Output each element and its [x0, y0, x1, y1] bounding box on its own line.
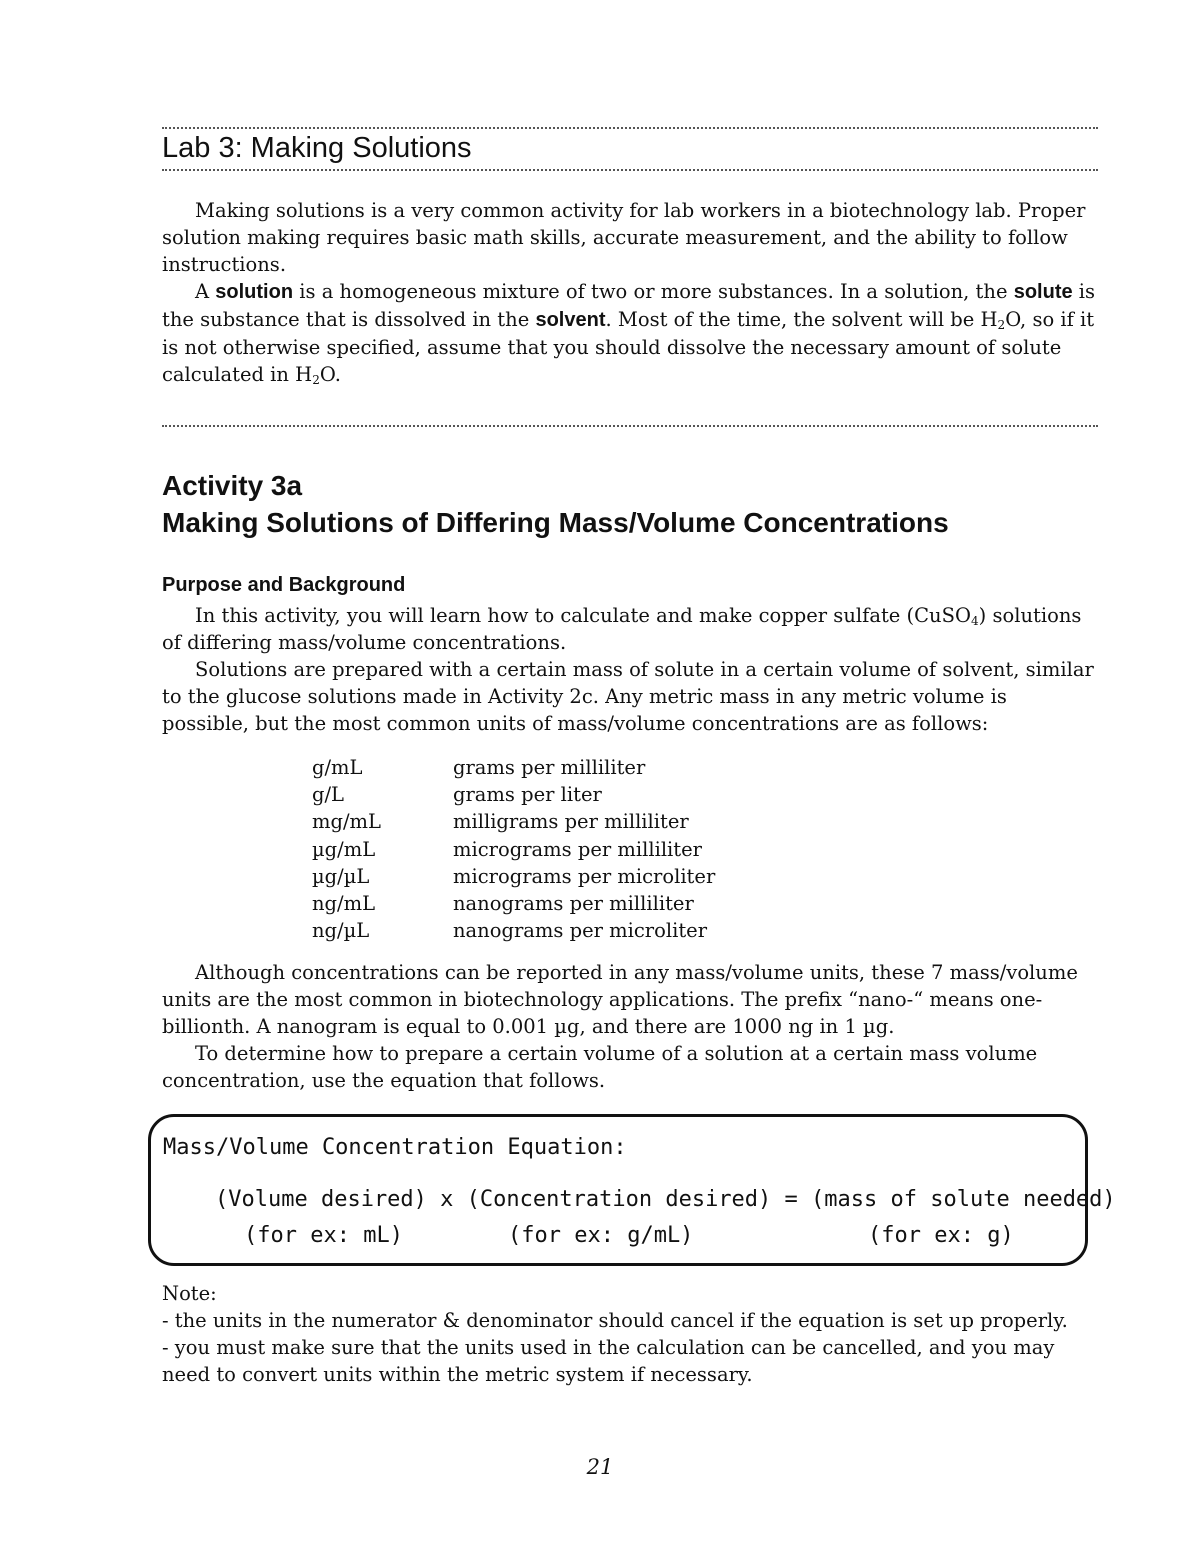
unit-meaning: micrograms per microliter [453, 864, 716, 888]
unit-abbr: g/L [312, 783, 345, 807]
note-section [162, 1280, 1098, 1388]
equation-line: (Volume desired) x (Concentration desired) = (mass of solute needed) [215, 1187, 1116, 1212]
units-row [312, 781, 715, 808]
units-row [312, 808, 715, 835]
section-divider-rule [162, 425, 1098, 427]
after-units-section [162, 959, 1098, 1094]
activity-title: Making Solutions of Differing Mass/Volume Concentrations [162, 507, 949, 538]
intro-paragraph-1: Making solutions is a very common activity for lab workers in a biotechnology lab. Proper solution making requires basic math skills, accurate measurement, and the ability to follow instructions. [162, 199, 1086, 276]
unit-abbr: mg/mL [312, 810, 381, 834]
term-solute: solute [1013, 281, 1073, 303]
unit-meaning: milligrams per milliliter [453, 810, 689, 834]
lab-title-bottom-rule [162, 169, 1098, 171]
activity-heading [162, 467, 949, 541]
unit-abbr: g/mL [312, 756, 363, 779]
lab-title: Lab 3: Making Solutions [162, 132, 472, 164]
units-row [312, 836, 715, 863]
units-row [312, 863, 715, 890]
purpose-heading: Purpose and Background [162, 574, 406, 596]
note-label: Note: [162, 1282, 217, 1305]
term-solution: solution [215, 281, 294, 303]
note-item-2: - you must make sure that the units used in the calculation can be cancelled, and you may need to convert units within the metric system if necessary. [162, 1336, 1055, 1386]
unit-abbr: ng/µL [312, 919, 370, 943]
unit-meaning: nanograms per milliliter [453, 892, 694, 916]
equation-example-concentration: (for ex: g/mL) [508, 1223, 694, 1248]
after-units-paragraph-1: Although concentrations can be reported in any mass/volume units, these 7 mass/volume units are the most common in biotechnology applications. The prefix “nano-“ means one-billionth. A nanogram is equal to 0.001 µg, and there are 1000 ng in 1 µg. [162, 961, 1078, 1038]
lab-title-top-rule [162, 127, 1098, 129]
units-row [312, 917, 715, 944]
after-units-paragraph-2: To determine how to prepare a certain volume of a solution at a certain mass volume concentration, use the equation that follows. [162, 1042, 1038, 1092]
equation-box [148, 1114, 1116, 1266]
equation-example-volume: (for ex: mL) [244, 1223, 403, 1248]
equation-title: Mass/Volume Concentration Equation: [163, 1135, 627, 1160]
unit-meaning: grams per milliliter [453, 756, 646, 779]
purpose-section [162, 602, 1098, 737]
equation-example-mass: (for ex: g) [868, 1223, 1014, 1248]
unit-meaning: nanograms per microliter [453, 919, 708, 943]
page-number: 21 [586, 1455, 614, 1479]
purpose-paragraph-2: Solutions are prepared with a certain mass of solute in a certain volume of solvent, similar to the glucose solutions made in Activity 2c. Any metric mass in any metric volume is possible, but the most common units of mass/volume concentrations are as follows: [162, 658, 1094, 735]
unit-abbr: ng/mL [312, 892, 376, 916]
unit-abbr: µg/mL [312, 837, 376, 861]
unit-abbr: µg/µL [312, 864, 370, 888]
activity-number: Activity 3a [162, 470, 303, 501]
units-table [312, 754, 715, 944]
unit-meaning: micrograms per milliliter [453, 837, 702, 861]
term-solvent: solvent [535, 309, 606, 331]
intro-paragraph-2: A solution is a homogeneous mixture of two or more substances. In a solution, the solute is the substance that is dissolved in the solvent. Most of the time, the solvent will be $H_2O$, so if it is not otherwise specified, assume that you should dissolve the necessary amount of solute calculated in $H_2O$. [162, 280, 1096, 388]
units-row [312, 754, 715, 781]
units-row [312, 890, 715, 917]
intro-section [162, 197, 1098, 388]
purpose-paragraph-1: In this activity, you will learn how to calculate and make copper sulfate (CuSO$_4$) solutions of differing mass/volume concentrations. [162, 604, 1082, 654]
note-item-1: - the units in the numerator & denominator should cancel if the equation is set up properly. [162, 1309, 1068, 1332]
unit-meaning: grams per liter [453, 783, 602, 807]
